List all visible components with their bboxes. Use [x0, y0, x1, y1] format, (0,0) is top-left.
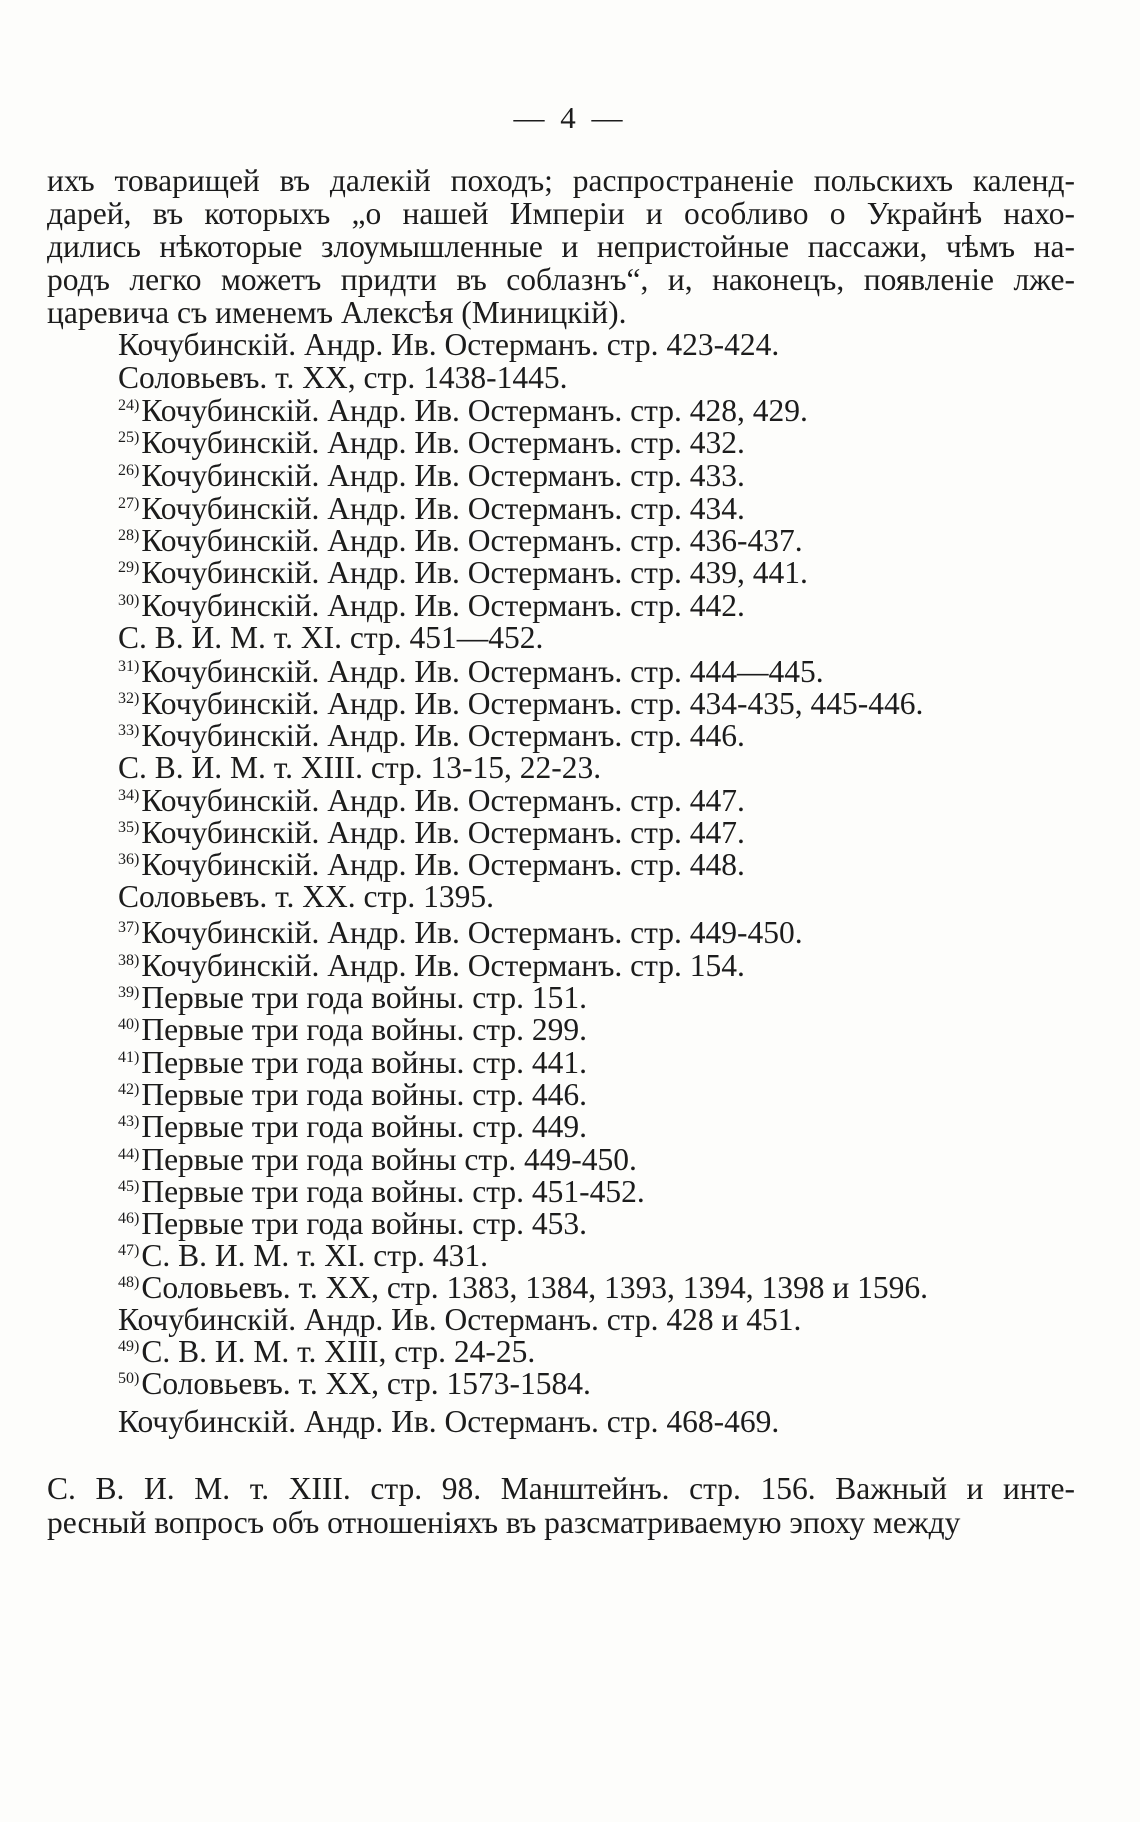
footnote-marker: 28)	[118, 527, 140, 544]
footnote-marker: 36)	[118, 851, 140, 868]
footnote-text: Кочубинскiй. Андр. Ив. Остерманъ. стр. 434-435, 445-446.	[141, 686, 924, 721]
footnote-marker: 47)	[118, 1242, 140, 1259]
footnote-marker: 49)	[118, 1338, 140, 1355]
footnote-text: Соловьевъ. т. XX, стр. 1573-1584.	[141, 1366, 591, 1401]
footnote-text: С. В. И. М. т. XIII. стр. 13-15, 22-23.	[118, 750, 602, 785]
footnote-marker: 30)	[118, 592, 140, 609]
footnote-text: Кочубинскiй. Андр. Ив. Остерманъ. стр. 432.	[141, 425, 745, 460]
intro-line: царевича съ именемъ Алексѣя (Миницкiй).	[47, 295, 627, 330]
footnote-marker: 29)	[118, 559, 140, 576]
footnote-text: Соловьевъ. т. XX, стр. 1438-1445.	[118, 360, 568, 395]
footnote-marker: 38)	[118, 952, 140, 969]
footnote-text: Соловьевъ. т. XX. стр. 1395.	[118, 879, 495, 914]
intro-line: дарей, въ которыхъ „о нашей Имперiи и особливо о Украйнѣ нахо-	[47, 196, 1075, 231]
footnote-text: Соловьевъ. т. XX, стр. 1383, 1384, 1393, 1394, 1398 и 1596.	[141, 1270, 928, 1305]
footnote-marker: 43)	[118, 1113, 140, 1130]
footnote-marker: 41)	[118, 1049, 140, 1066]
footnote-text: С. В. И. М. т. XIII, стр. 24-25.	[141, 1334, 536, 1369]
footnote-text: Кочубинскiй. Андр. Ив. Остерманъ. стр. 436-437.	[141, 523, 803, 558]
footnote-line	[118, 877, 494, 917]
footnote-marker: 37)	[118, 919, 140, 936]
footnote-marker: 45)	[118, 1178, 140, 1195]
footnote-text: Кочубинскiй. Андр. Ив. Остерманъ. стр. 434.	[141, 491, 745, 526]
footnote-text: Кочубинскiй. Андр. Ив. Остерманъ. стр. 428 и 451.	[118, 1302, 802, 1337]
page-number: — 4 —	[513, 100, 627, 135]
footnote-text: Первые три года войны. стр. 449.	[141, 1109, 587, 1144]
footnote-marker: 24)	[118, 397, 140, 414]
footnote-text: Кочубинскiй. Андр. Ив. Остерманъ. стр. 442.	[141, 588, 745, 623]
closing-line: ресный вопросъ объ отношенiяхъ въ разсматриваемую эпоху между	[47, 1505, 961, 1540]
footnote-text: Кочубинскiй. Андр. Ив. Остерманъ. стр. 446.	[141, 718, 745, 753]
footnote-text: Кочубинскiй. Андр. Ив. Остерманъ. стр. 448.	[141, 847, 745, 882]
footnote-text: Первые три года войны. стр. 451-452.	[141, 1174, 645, 1209]
footnote-text: Кочубинскiй. Андр. Ив. Остерманъ. стр. 449-450.	[141, 915, 803, 950]
footnote-marker: 34)	[118, 787, 140, 804]
footnote-text: Кочубинскiй. Андр. Ив. Остерманъ. стр. 428, 429.	[141, 393, 808, 428]
footnote-text: Кочубинскiй. Андр. Ив. Остерманъ. стр. 433.	[141, 458, 745, 493]
footnote-marker: 32)	[118, 690, 140, 707]
footnote-marker: 44)	[118, 1146, 140, 1163]
footnote-text: Первые три года войны. стр. 441.	[141, 1045, 587, 1080]
footnote-marker: 25)	[118, 429, 140, 446]
footnote-marker: 31)	[118, 658, 140, 675]
footnote-line	[118, 1402, 779, 1442]
footnote-text: Кочубинскiй. Андр. Ив. Остерманъ. стр. 447.	[141, 783, 745, 818]
footnote-marker: 48)	[118, 1274, 140, 1291]
footnote-text: Первые три года войны. стр. 453.	[141, 1206, 587, 1241]
footnote-text: Кочубинскiй. Андр. Ив. Остерманъ. стр. 423-424.	[118, 327, 780, 362]
footnote-text: Первые три года войны. стр. 299.	[141, 1012, 587, 1047]
footnote-marker: 27)	[118, 495, 140, 512]
footnote-marker: 50)	[118, 1370, 140, 1387]
footnote-text: С. В. И. М. т. XI. стр. 431.	[141, 1238, 488, 1273]
footnote-text: Кочубинскiй. Андр. Ив. Остерманъ. стр. 444—445.	[141, 654, 824, 689]
footnote-marker: 42)	[118, 1081, 140, 1098]
intro-line: ихъ товарищей въ далекiй походъ; распространенiе польскихъ календ-	[47, 163, 1075, 198]
closing-line: С. В. И. М. т. XIII. стр. 98. Манштейнъ. стр. 156. Важный и инте-	[47, 1471, 1075, 1506]
footnote-text: Первые три года войны стр. 449-450.	[141, 1142, 637, 1177]
footnote-marker: 35)	[118, 819, 140, 836]
footnote-marker: 39)	[118, 984, 140, 1001]
footnote-text: Кочубинскiй. Андр. Ив. Остерманъ. стр. 154.	[141, 948, 745, 983]
footnote-text: Первые три года войны. стр. 446.	[141, 1077, 587, 1112]
footnote-text: Кочубинскiй. Андр. Ив. Остерманъ. стр. 439, 441.	[141, 555, 808, 590]
footnote-marker: 26)	[118, 462, 140, 479]
footnote-text: Кочубинскiй. Андр. Ив. Остерманъ. стр. 447.	[141, 815, 745, 850]
intro-line: дились нѣкоторые злоумышленные и непристойные пассажи, чѣмъ на-	[47, 229, 1075, 264]
intro-line: родъ легко можетъ придти въ соблазнъ“, и, наконецъ, появленiе лже-	[47, 262, 1075, 297]
footnote-marker: 33)	[118, 722, 140, 739]
footnote-text: С. В. И. М. т. XI. стр. 451—452.	[118, 620, 544, 655]
footnote-text: Кочубинскiй. Андр. Ив. Остерманъ. стр. 468-469.	[118, 1404, 780, 1439]
footnote-marker: 40)	[118, 1016, 140, 1033]
footnote-marker: 46)	[118, 1210, 140, 1227]
footnote-text: Первые три года войны. стр. 151.	[141, 980, 587, 1015]
